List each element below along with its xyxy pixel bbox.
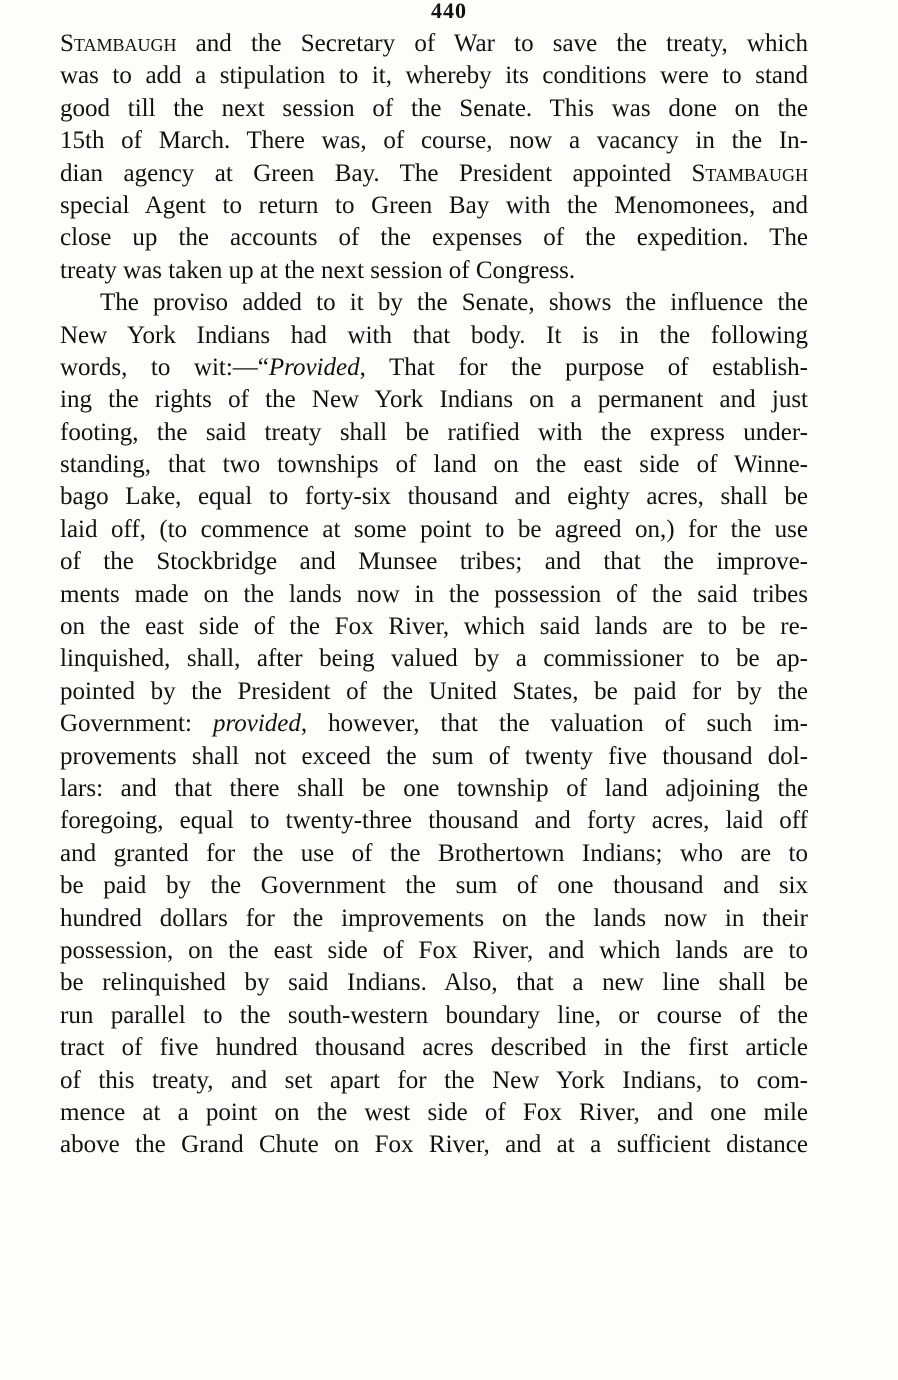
text-line: footing, the said treaty shall be ratified with the express under-	[60, 418, 808, 446]
text-line: words, to wit:—“Provided, That for the purpose of establish-	[60, 353, 808, 381]
text-line: good till the next session of the Senate. This was done on the	[60, 94, 808, 122]
text-line: special Agent to return to Green Bay with the Menomonees, and	[60, 191, 808, 219]
text-line: standing, that two townships of land on the east side of Winne-	[60, 451, 808, 479]
text-line: mence at a point on the west side of Fox River, and one mile	[60, 1098, 808, 1126]
text-line: treaty was taken up at the next session of Congress.	[60, 256, 576, 284]
text-line: was to add a stipulation to it, whereby its conditions were to stand	[60, 62, 808, 90]
body-text	[60, 28, 808, 1162]
text-line: dian agency at Green Bay. The President appointed Stambaugh	[60, 159, 808, 187]
text-line: ing the rights of the New York Indians on a permanent and just	[60, 386, 808, 414]
page-number: 440	[431, 0, 467, 23]
text-line: pointed by the President of the United States, be paid for by the	[60, 677, 808, 705]
text-line: run parallel to the south-western boundary line, or course of the	[60, 1001, 808, 1029]
text-line: provements shall not exceed the sum of twenty five thousand dol-	[60, 742, 808, 770]
text-line: hundred dollars for the improvements on the lands now in their	[60, 904, 808, 932]
text-line: of the Stockbridge and Munsee tribes; and that the improve-	[60, 548, 808, 576]
text-line: on the east side of the Fox River, which said lands are to be re-	[60, 613, 808, 641]
text-line: 15th of March. There was, of course, now a vacancy in the In-	[60, 127, 808, 155]
text-line: lars: and that there shall be one township of land adjoining the	[60, 774, 808, 802]
text-line: and granted for the use of the Brothertown Indians; who are to	[60, 839, 808, 867]
text-line: laid off, (to commence at some point to be agreed on,) for the use	[60, 515, 808, 543]
text-line: Government: provided, however, that the valuation of such im-	[60, 710, 808, 738]
text-line: New York Indians had with that body. It is in the following	[60, 321, 808, 349]
text-line: above the Grand Chute on Fox River, and at a sufficient distance	[60, 1131, 808, 1159]
text-line: ments made on the lands now in the possession of the said tribes	[60, 580, 808, 608]
paragraph-2	[60, 287, 808, 1162]
text-line: tract of five hundred thousand acres described in the first article	[60, 1034, 808, 1062]
text-line: be paid by the Government the sum of one thousand and six	[60, 872, 808, 900]
text-line: The proviso added to it by the Senate, shows the influence the	[100, 289, 808, 317]
text-line: close up the accounts of the expenses of the expedition. The	[60, 224, 808, 252]
text-line: foregoing, equal to twenty-three thousand and forty acres, laid off	[60, 807, 808, 835]
text-line: bago Lake, equal to forty-six thousand and eighty acres, shall be	[60, 483, 808, 511]
paragraph-1	[60, 28, 808, 287]
text-line: linquished, shall, after being valued by a commissioner to be ap-	[60, 645, 808, 673]
text-line: Stambaugh and the Secretary of War to save the treaty, which	[60, 30, 808, 57]
text-line: of this treaty, and set apart for the New York Indians, to com-	[60, 1066, 808, 1094]
text-line: possession, on the east side of Fox River, and which lands are to	[60, 936, 808, 964]
text-line: be relinquished by said Indians. Also, that a new line shall be	[60, 969, 808, 997]
